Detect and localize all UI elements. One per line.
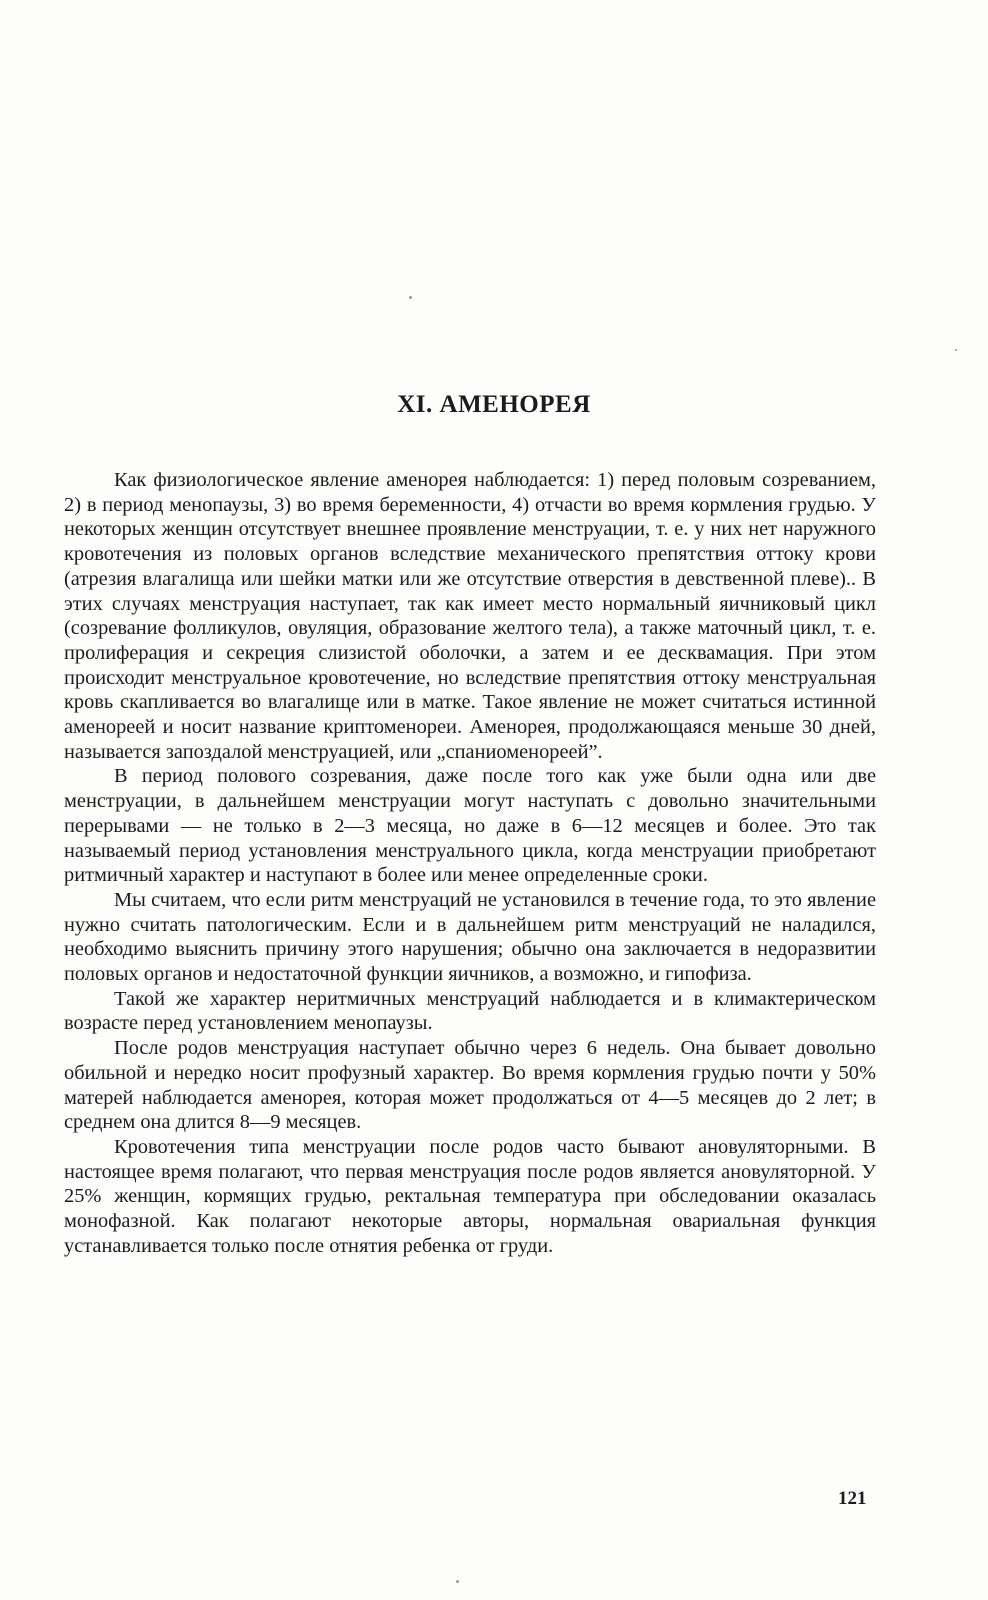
chapter-title: XI. АМЕНОРЕЯ — [397, 391, 591, 418]
paragraph-4: Такой же характер неритмичных менструаций наблюдается и в климактерическом возрасте перед установлением менопаузы. — [64, 987, 876, 1035]
page-number: 121 — [838, 1488, 867, 1509]
chapter-body — [64, 468, 876, 1259]
scan-speck — [409, 296, 412, 299]
paragraph-1: Как физиологическое явление аменорея наблюдается: 1) перед половым созреванием, 2) в период менопаузы, 3) во время беременности, 4) отчасти во время кормления грудью. У некоторых женщин отсутствует внешнее проявление менструации, т. е. у них нет наружного кровотечения из половых органов вследствие механического препятствия оттоку крови (атрезия влагалища или шейки матки или же отсутствие отверстия в девственной плеве).. В этих случаях менструация наступает, так как имеет место нормальный яичниковый цикл (созревание фолликулов, овуляция, образование желтого тела), а также маточный цикл, т. е. пролиферация и секреция слизистой оболочки, а затем и ее десквамация. При этом происходит менструальное кровотечение, но вследствие препятствия оттоку менструальная кровь скапливается во влагалище или в матке. Такое явление не может считаться истинной аменореей и носит название криптоменореи. Аменорея, продолжающаяся меньше 30 дней, называется запоздалой менструацией, или „спаниоменореей”. — [64, 469, 876, 763]
paragraph-5: После родов менструация наступает обычно через 6 недель. Она бывает довольно обильной и нередко носит профузный характер. Во время кормления грудью почти у 50% матерей наблюдается аменорея, которая может продолжаться от 4—5 месяцев до 2 лет; в среднем она длится 8—9 месяцев. — [64, 1037, 876, 1134]
scan-speck — [456, 1580, 459, 1583]
paragraph-3: Мы считаем, что если ритм менструаций не установился в течение года, то это явление нужно считать патологическим. Если и в дальнейшем ритм менструаций не наладился, необходимо выяснить причину этого нарушения; обычно она заключается в недоразвитии половых органов и недостаточной функции яичников, а возможно, и гипофиза. — [64, 888, 876, 986]
paragraph-6: Кровотечения типа менструации после родов часто бывают ановуляторными. В настоящее время полагают, что первая менструация после родов является ановуляторной. У 25% женщин, кормящих грудью, ректальная температура при обследовании оказалась монофазной. Как полагают некоторые авторы, нормальная овариальная функция устанавливается только после отнятия ребенка от груди. — [64, 1135, 876, 1257]
scan-speck — [955, 349, 957, 351]
paragraph-2: В период полового созревания, даже после того как уже были одна или две менструации, в дальнейшем менструации могут наступать с довольно значительными перерывами — не только в 2—3 месяца, но даже в 6—12 месяцев и более. Это так называемый период установления менструального цикла, когда менструации приобретают ритмичный характер и наступают в более или менее определенные сроки. — [64, 765, 876, 887]
